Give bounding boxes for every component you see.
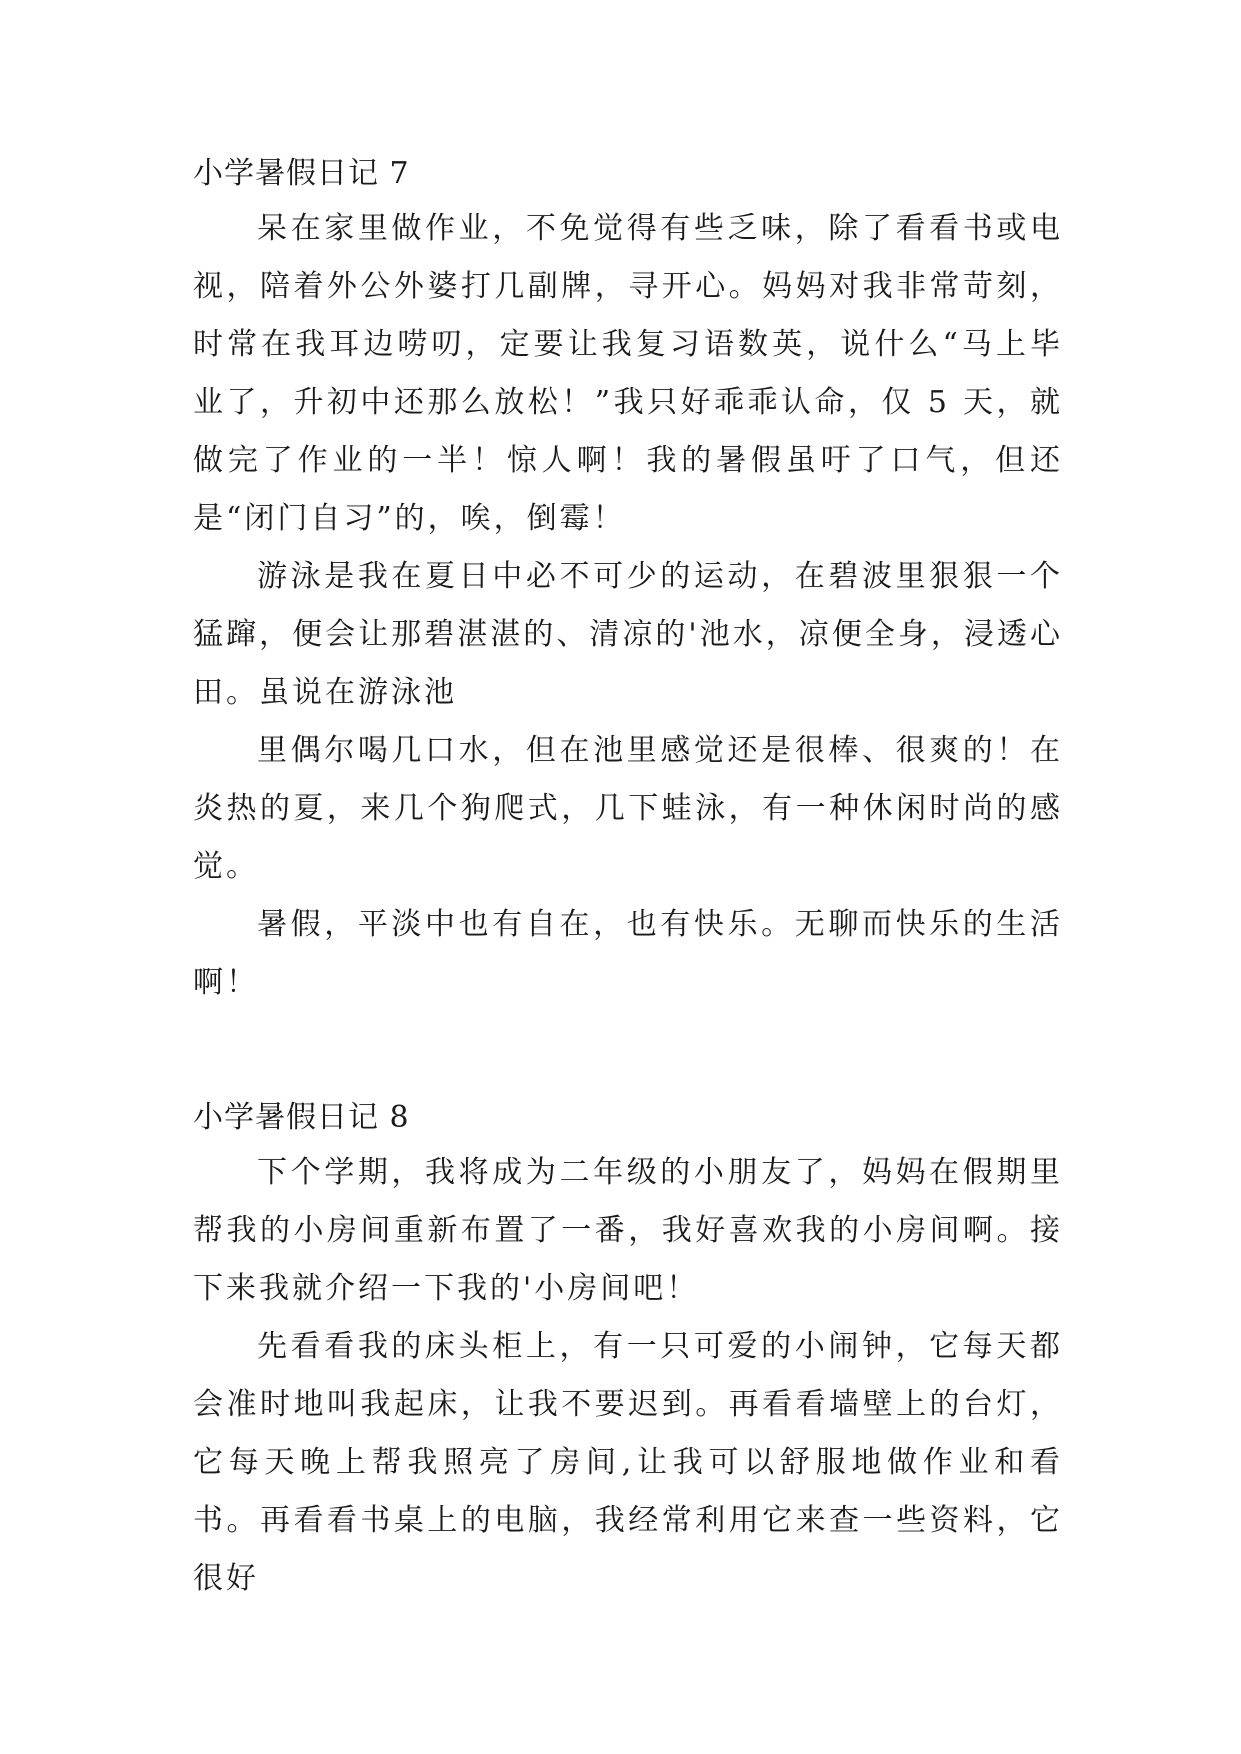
paragraph: 先看看我的床头柜上，有一只可爱的小闹钟，它每天都会准时地叫我起床，让我不要迟到。再看看墙壁上的台灯，它每天晚上帮我照亮了房间,让我可以舒服地做作业和看书。再看看书桌上的电脑，我经常利用它来查一些资料，它很好 bbox=[193, 1329, 1063, 1596]
paragraph: 游泳是我在夏日中必不可少的运动，在碧波里狠狠一个猛蹿，便会让那碧湛湛的、清凉的'池水，凉便全身，浸透心田。虽说在游泳池 bbox=[193, 559, 1063, 710]
paragraph: 暑假，平淡中也有自在，也有快乐。无聊而快乐的生活啊！ bbox=[193, 907, 1063, 1000]
entry-title: 小学暑假日记 8 bbox=[193, 1100, 410, 1135]
diary-entry-7 bbox=[193, 148, 1063, 1012]
entry-title: 小学暑假日记 7 bbox=[193, 156, 410, 191]
paragraph: 下个学期，我将成为二年级的小朋友了，妈妈在假期里帮我的小房间重新布置了一番，我好喜欢我的小房间啊。接下来我就介绍一下我的'小房间吧！ bbox=[193, 1155, 1063, 1306]
diary-entry-8 bbox=[193, 1092, 1063, 1608]
paragraph: 里偶尔喝几口水，但在池里感觉还是很棒、很爽的！在炎热的夏，来几个狗爬式，几下蛙泳，有一种休闲时尚的感觉。 bbox=[193, 733, 1063, 884]
document-page bbox=[193, 148, 1063, 1608]
paragraph: 呆在家里做作业，不免觉得有些乏味，除了看看书或电视，陪着外公外婆打几副牌，寻开心。妈妈对我非常苛刻，时常在我耳边唠叨，定要让我复习语数英，说什么“马上毕业了，升初中还那么放松！”我只好乖乖认命，仅 5 天，就做完了作业的一半！惊人啊！我的暑假虽吁了口气，但还是“闭门自习”的，唉，倒霉！ bbox=[193, 211, 1063, 536]
